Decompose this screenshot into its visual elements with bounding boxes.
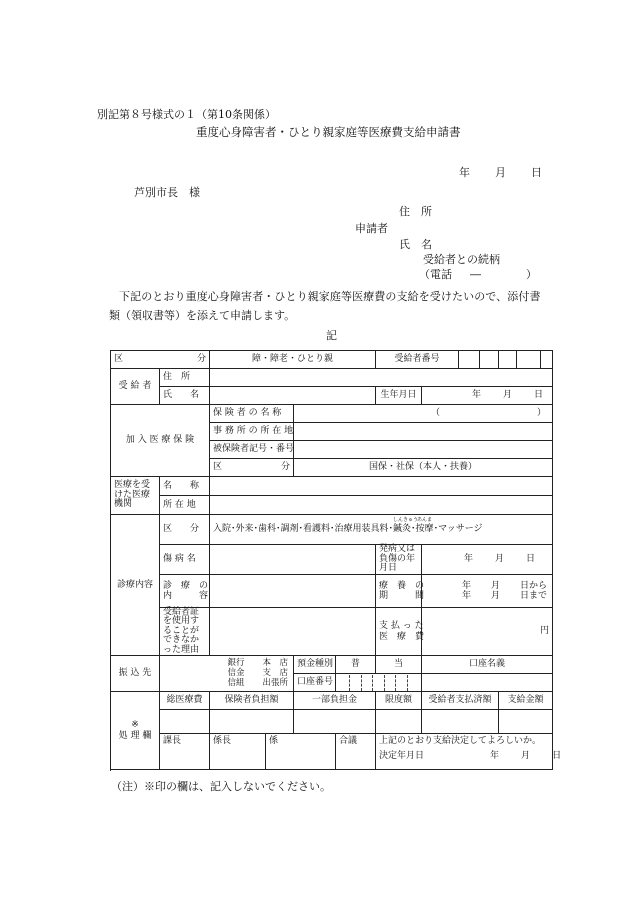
ki-label: 記	[326, 329, 337, 342]
phone-dash: ―	[470, 268, 481, 281]
recipient-name-label: 氏 名	[160, 387, 210, 405]
recipient-number-box-5[interactable]	[541, 351, 553, 369]
recipient-paid-label: 受給者支払済額	[422, 692, 499, 710]
insured-symbol-field[interactable]	[294, 441, 553, 459]
recipient-number-label: 受給者番号	[376, 351, 459, 369]
disease-name-field[interactable]	[210, 545, 376, 575]
decision-date-label: 決定年月日	[379, 750, 425, 761]
date-day-label: 日	[531, 166, 542, 179]
unable-reason-field[interactable]	[210, 608, 376, 656]
processing-section-label: ※ 処 理 欄	[111, 692, 160, 770]
recipient-number-box-2[interactable]	[480, 351, 499, 369]
insurance-kubun-label: 区 分	[210, 459, 294, 477]
phone-open: （電話	[419, 268, 452, 281]
date-year-label: 年	[459, 166, 470, 179]
account-holder-label: 口座名義	[422, 656, 553, 674]
account-number-field[interactable]	[336, 674, 422, 692]
consultation-stamp[interactable]: 合議	[336, 734, 376, 770]
total-cost-field[interactable]	[160, 710, 210, 734]
care-kubun-label: 区 分	[160, 515, 210, 545]
unable-reason-label: 受給者証を使用することができなかった理由	[160, 608, 210, 656]
paid-cost-label: 支 払 っ た 医 療 費	[376, 608, 422, 656]
partial-burden-field[interactable]	[294, 710, 376, 734]
application-table	[110, 350, 562, 770]
kubun-value: 障・障老・ひとり親	[210, 351, 376, 369]
applicant-label: 申請者	[355, 222, 388, 235]
recipient-paid-field[interactable]	[422, 710, 499, 734]
recipient-name-field[interactable]	[210, 387, 376, 405]
birth-date-label: 生年月日	[376, 387, 422, 405]
addressee: 芦別市長 様	[134, 186, 200, 199]
office-location-label: 事 務 所 の 所 在 地	[210, 423, 294, 441]
treatment-content-field[interactable]	[210, 575, 376, 608]
total-cost-label: 総医療費	[160, 692, 210, 710]
deposit-toza[interactable]: 当	[376, 656, 422, 674]
insurance-kubun-value: 国保・社保（本人・扶養）	[294, 459, 553, 477]
institution-section-label: 医療を受けた医療機関	[111, 477, 160, 515]
care-section-label: 診療内容	[111, 515, 160, 656]
care-types: 入院･外来･歯科･調剤･看護料･治療用装具料･ しんきゅう 鍼灸･ あんま 按摩･マッサージ	[210, 515, 553, 545]
recipient-number-box-4[interactable]	[517, 351, 541, 369]
relation-label: 受給者との続柄	[423, 253, 500, 266]
account-holder-field[interactable]	[422, 674, 553, 692]
footer-note: （注）※印の欄は、記入しないでください。	[111, 780, 331, 793]
recipient-number-box-3[interactable]	[499, 351, 517, 369]
date-month-label: 月	[495, 166, 506, 179]
applicant-name-label: 氏 名	[399, 238, 432, 251]
intro-line-2: 類（領収書等）を添えて申請します。	[109, 309, 296, 322]
insurer-name-field[interactable]: （ ）	[294, 405, 553, 423]
institution-location-field[interactable]	[210, 496, 553, 515]
birth-date-field[interactable]: 年 月 日	[422, 387, 553, 405]
payment-amount-label: 支給金額	[499, 692, 553, 710]
recipient-address-label: 住 所	[160, 369, 210, 387]
insurer-burden-field[interactable]	[210, 710, 294, 734]
paid-cost-field[interactable]: 円	[422, 608, 553, 656]
insured-symbol-label: 被保険者記号・番号	[210, 441, 294, 459]
institution-name-field[interactable]	[210, 477, 553, 496]
intro-line-1: 下記のとおり重度心身障害者・ひとり親家庭等医療費の支給を受けたいので、添付書	[119, 290, 541, 303]
staff-stamp[interactable]: 係	[266, 734, 336, 770]
care-period-label: 療 養 の 期 間	[376, 575, 422, 608]
sub-chief-stamp[interactable]: 係長	[210, 734, 266, 770]
applicant-address-label: 住 所	[399, 205, 432, 218]
limit-label: 限度額	[376, 692, 422, 710]
disease-name-label: 傷 病 名	[160, 545, 210, 575]
deposit-futsu[interactable]: 普	[336, 656, 376, 674]
deposit-type-label: 預金種別	[294, 656, 336, 674]
treatment-content-label: 診 療 の 内 容	[160, 575, 210, 608]
phone-close: ）	[526, 268, 537, 281]
payment-amount-field[interactable]	[499, 710, 553, 734]
recipient-number-box-1[interactable]	[459, 351, 480, 369]
transfer-section-label: 振 込 先	[111, 656, 160, 692]
approval-text: 上記のとおり支給決定してよろしいか。	[379, 736, 542, 747]
onset-date-label: 発病又は負傷の年月日	[376, 545, 422, 575]
form-number: 別記第８号様式の１（第10条関係）	[97, 108, 276, 121]
section-chief-stamp[interactable]: 課長	[160, 734, 210, 770]
insurer-burden-label: 保険者負担額	[210, 692, 294, 710]
insurer-name-label: 保 険 者 の 名 称	[210, 405, 294, 423]
office-location-field[interactable]	[294, 423, 553, 441]
partial-burden-label: 一部負担金	[294, 692, 376, 710]
recipient-address-field[interactable]	[210, 369, 553, 387]
institution-name-label: 名 称	[160, 477, 210, 496]
kubun-header: 区 分	[111, 351, 210, 369]
onset-date-field[interactable]: 年 月 日	[422, 545, 553, 575]
insurance-section-label: 加 入 医 療 保 険	[111, 405, 210, 477]
bank-branch-field[interactable]: 銀行 信金 信組 本 店 支 店 出張所	[160, 656, 294, 692]
care-period-field[interactable]: 年 月 日から 年 月 日まで	[422, 575, 553, 608]
approval-block: 上記のとおり支給決定してよろしいか。 決定年月日 年 月 日	[376, 734, 553, 770]
account-number-label: 口座番号	[294, 674, 336, 692]
form-title: 重度心身障害者・ひとり親家庭等医療費支給申請書	[196, 125, 461, 139]
limit-field[interactable]	[376, 710, 422, 734]
recipient-section-label: 受 給 者	[111, 369, 160, 405]
institution-location-label: 所 在 地	[160, 496, 210, 515]
